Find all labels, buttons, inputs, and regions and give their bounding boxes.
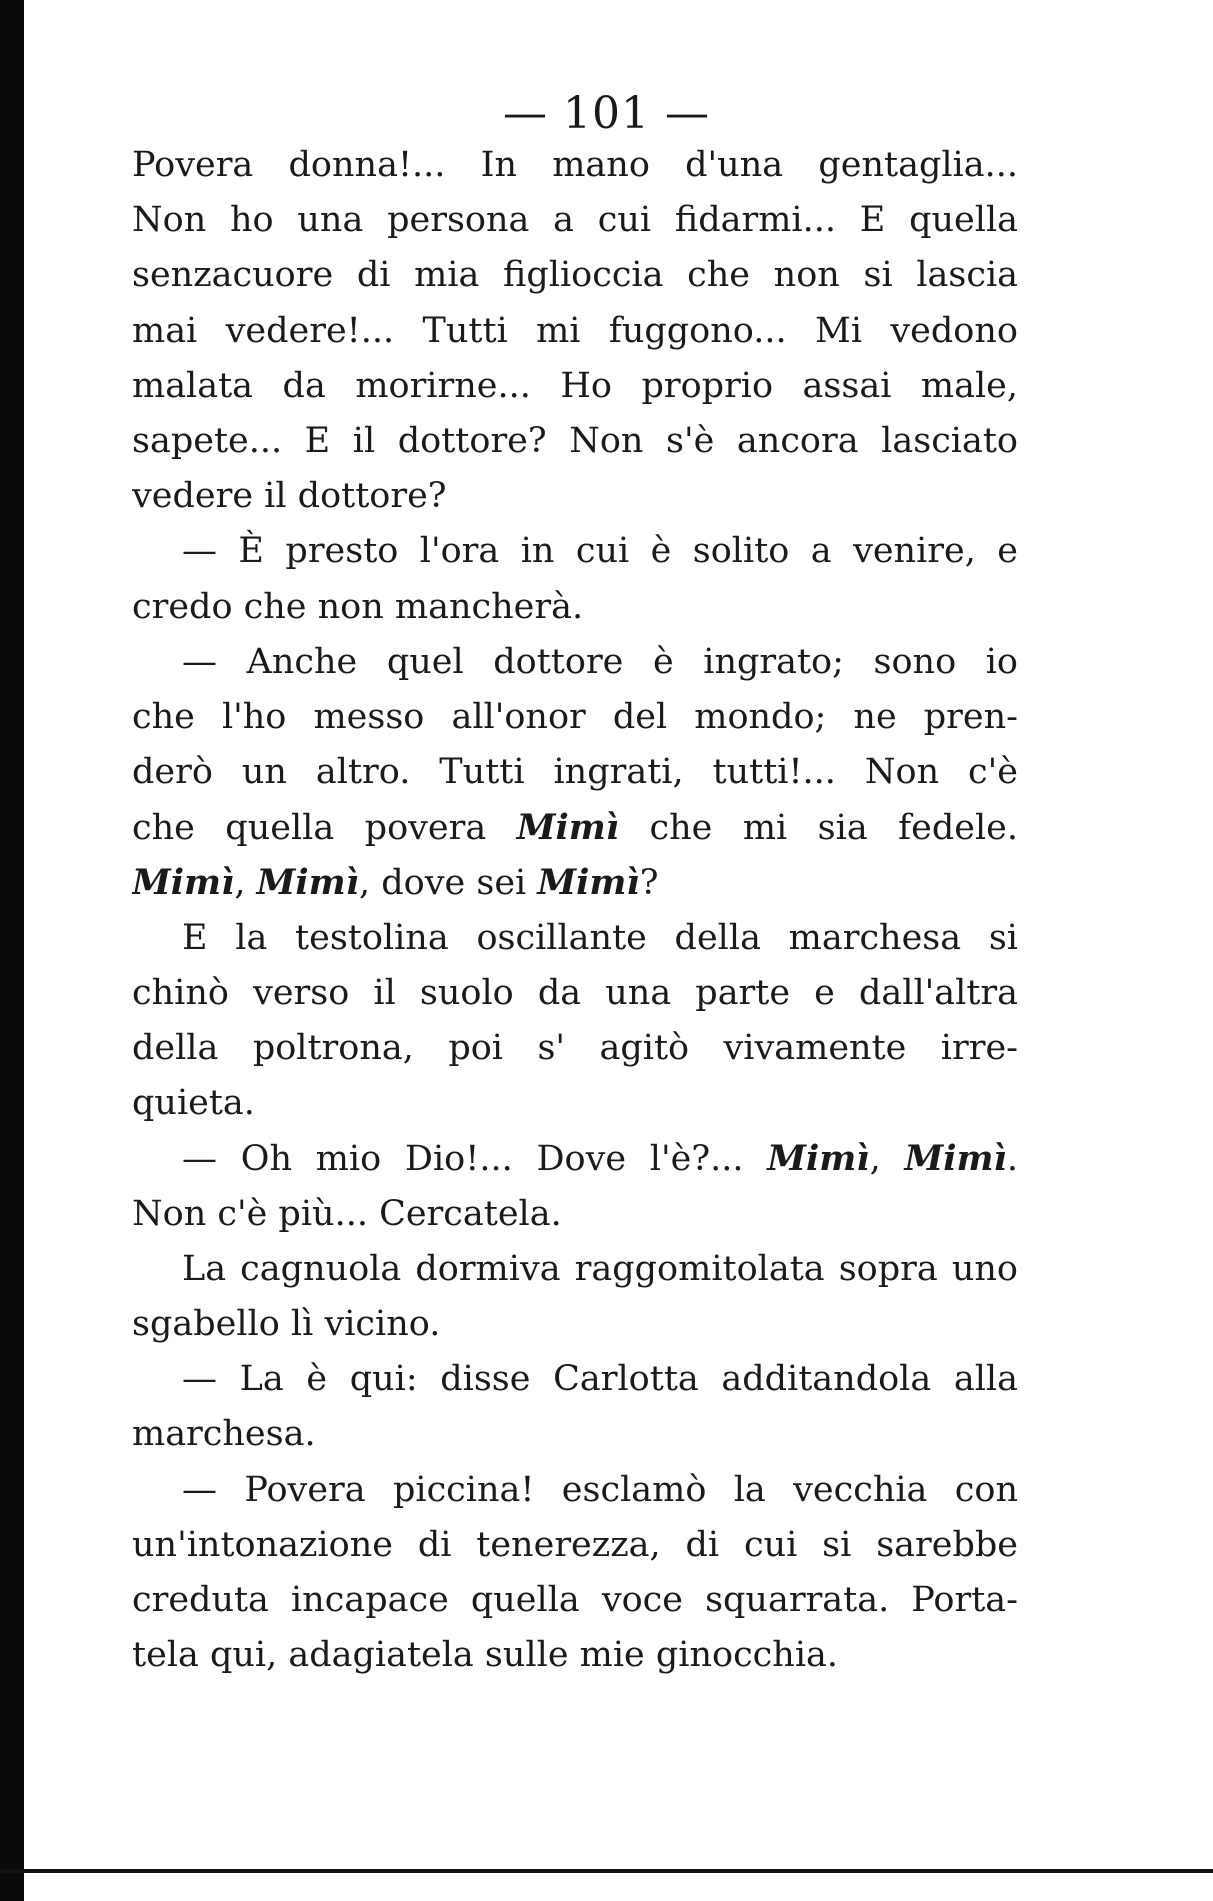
text-line: malata da morirne... Ho proprio assai male,	[132, 365, 1018, 406]
text-line: tela qui, adagiatela sulle mie ginocchia.	[132, 1635, 839, 1676]
text-line: sapete... E il dottore? Non s'è ancora lasciato	[132, 420, 1018, 461]
text-line: sgabello lì vicino.	[132, 1303, 441, 1344]
text-line: Non c'è più... Cercatela.	[132, 1193, 562, 1234]
text-line: Mimì, Mimì, dove sei Mimì?	[132, 862, 659, 904]
text-line: quieta.	[132, 1083, 255, 1124]
text-line: derò un altro. Tutti ingrati, tutti!... Non c'è	[132, 752, 1018, 793]
text-line: senzacuore di mia figlioccia che non si lascia	[132, 255, 1018, 296]
text-line: chinò verso il suolo da una parte e dall'altra	[132, 972, 1018, 1013]
text-line: che quella povera Mimì che mi sia fedele.	[132, 807, 1018, 849]
text-line: — La è qui: disse Carlotta additandola alla	[182, 1359, 1018, 1400]
text-line: — Povera piccina! esclamò la vecchia con	[182, 1469, 1018, 1510]
text-line: credo che non mancherà.	[132, 586, 584, 627]
page-bottom-edge	[0, 1869, 1213, 1873]
text-line: E la testolina oscillante della marchesa si	[182, 917, 1018, 958]
page-number: — 101 —	[503, 88, 710, 139]
text-line: La cagnuola dormiva raggomitolata sopra uno	[182, 1248, 1018, 1289]
text-line: mai vedere!... Tutti mi fuggono... Mi vedono	[132, 310, 1018, 351]
text-line: Povera donna!... In mano d'una gentaglia...	[132, 145, 1018, 185]
text-line: — Anche quel dottore è ingrato; sono io	[182, 641, 1018, 682]
text-line: un'intonazione di tenerezza, di cui si sarebbe	[132, 1524, 1018, 1565]
text-line: Non ho una persona a cui fidarmi... E quella	[132, 200, 1018, 241]
text-line: marchesa.	[132, 1414, 316, 1455]
text-line: — È presto l'ora in cui è solito a venire, e	[182, 531, 1018, 572]
text-line: creduta incapace quella voce squarrata. Porta-	[132, 1579, 1018, 1620]
body-text	[132, 138, 1018, 1683]
text-line: vedere il dottore?	[132, 476, 447, 517]
text-line: che l'ho messo all'onor del mondo; ne pren-	[132, 696, 1018, 737]
text-line: — Oh mio Dio!... Dove l'è?... Mimì, Mimì.	[182, 1138, 1018, 1180]
book-spine-shadow	[0, 0, 24, 1901]
text-line: della poltrona, poi s' agitò vivamente irre-	[132, 1028, 1018, 1068]
